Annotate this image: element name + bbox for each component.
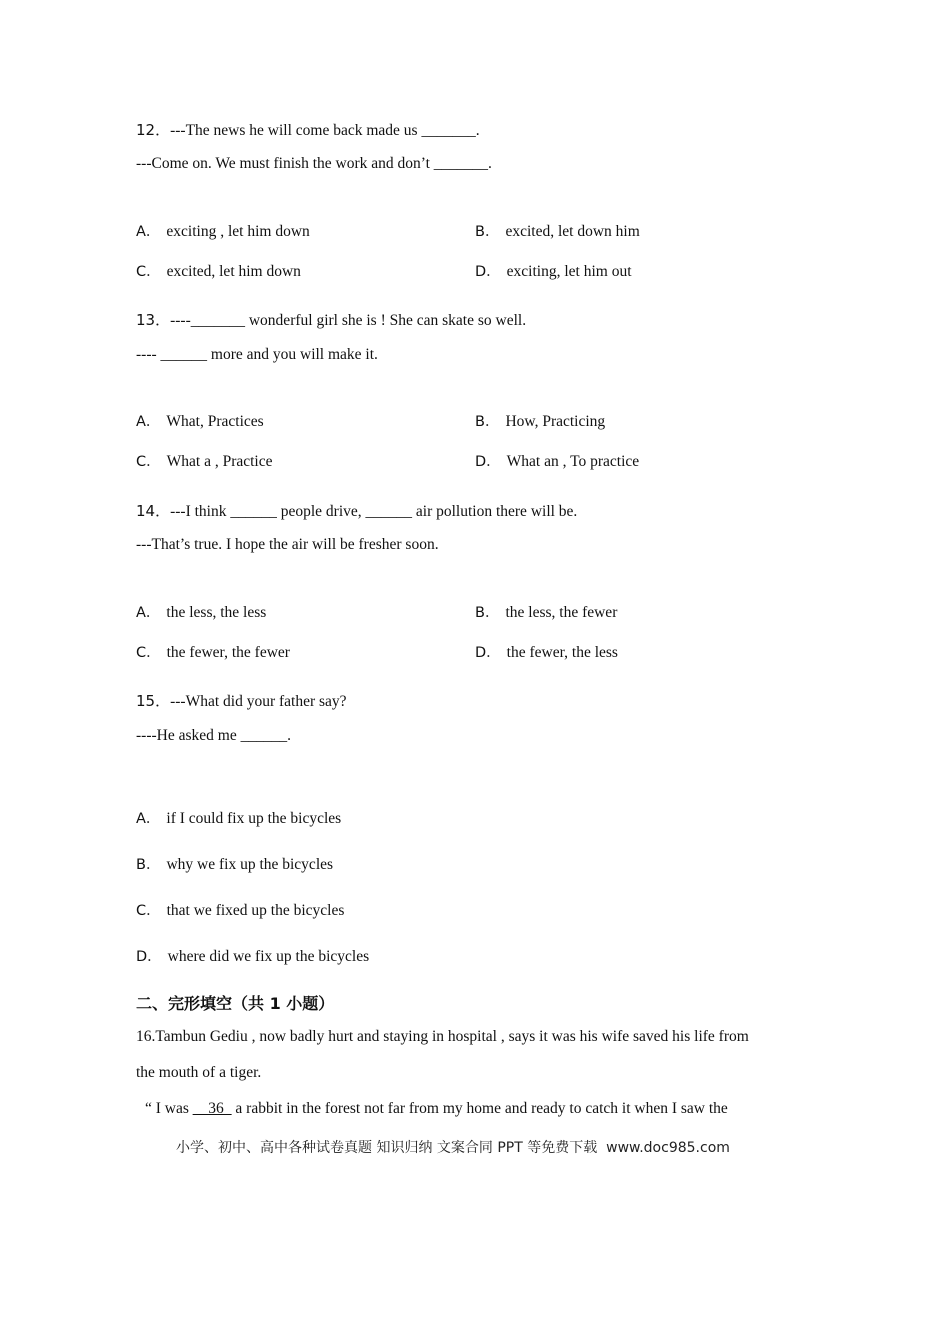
- option-d[interactable]: [136, 947, 369, 967]
- option-b[interactable]: [136, 855, 333, 875]
- question-text: ---The news he will come back made us _______.: [170, 122, 480, 139]
- option-b[interactable]: [475, 412, 605, 432]
- option-text: the fewer, the less: [506, 644, 618, 661]
- option-letter: B．: [136, 857, 161, 873]
- option-text: the less, the less: [166, 604, 267, 621]
- option-d[interactable]: [475, 452, 639, 472]
- question-text: ----_______ wonderful girl she is ! She can skate so well.: [170, 312, 527, 329]
- option-text: why we fix up the bicycles: [166, 856, 334, 873]
- option-d[interactable]: [475, 262, 632, 282]
- question-text: ---What did your father say?: [170, 693, 347, 710]
- option-text: where did we fix up the bicycles: [167, 948, 370, 965]
- option-d[interactable]: [475, 643, 618, 663]
- option-text: exciting , let him down: [166, 223, 310, 240]
- option-text: What a , Practice: [166, 453, 273, 470]
- option-letter: A．: [136, 414, 161, 430]
- question-number: 15．: [136, 692, 171, 710]
- question-15-stem: [136, 691, 347, 712]
- option-text: that we fixed up the bicycles: [166, 902, 345, 919]
- question-number: 12．: [136, 121, 171, 139]
- option-a[interactable]: [136, 412, 264, 432]
- option-a[interactable]: [136, 809, 341, 829]
- question-14-stem: [136, 501, 577, 522]
- passage-line-1: 16.Tambun Gediu , now badly hurt and staying in hospital , says it was his wife saved his life from: [136, 1028, 749, 1045]
- option-letter: C．: [136, 903, 161, 919]
- section-title: 二、完形填空（共 1 小题）: [136, 994, 335, 1013]
- option-letter: D．: [475, 645, 501, 661]
- question-13-stem: [136, 310, 526, 331]
- footer: [176, 1138, 730, 1158]
- option-c[interactable]: [136, 262, 301, 282]
- passage-text: “ I was: [145, 1100, 193, 1117]
- option-letter: C．: [136, 454, 161, 470]
- option-c[interactable]: [136, 901, 344, 921]
- option-letter: D．: [136, 949, 162, 965]
- option-text: the less, the fewer: [505, 604, 618, 621]
- option-letter: C．: [136, 264, 161, 280]
- option-letter: B．: [475, 224, 500, 240]
- option-a[interactable]: [136, 603, 266, 623]
- option-letter: A．: [136, 605, 161, 621]
- question-text: ---I think ______ people drive, ______ air pollution there will be.: [170, 503, 578, 520]
- option-text: What an , To practice: [506, 453, 640, 470]
- option-text: excited, let him down: [166, 263, 301, 280]
- option-a[interactable]: [136, 222, 310, 242]
- passage-text: a rabbit in the forest not far from my home and ready to catch it when I saw the: [231, 1100, 728, 1117]
- question-13-line2: ---- ______ more and you will make it.: [136, 346, 378, 363]
- option-b[interactable]: [475, 603, 617, 623]
- question-number: 14．: [136, 502, 171, 520]
- option-letter: B．: [475, 414, 500, 430]
- option-text: if I could fix up the bicycles: [166, 810, 342, 827]
- option-text: the fewer, the fewer: [166, 644, 290, 661]
- footer-url[interactable]: www.doc985.com: [606, 1140, 730, 1156]
- question-12-line2: ---Come on. We must finish the work and don’t _______.: [136, 155, 492, 172]
- option-letter: D．: [475, 454, 501, 470]
- option-text: How, Practicing: [505, 413, 606, 430]
- option-letter: B．: [475, 605, 500, 621]
- option-c[interactable]: [136, 452, 272, 472]
- option-text: What, Practices: [166, 413, 264, 430]
- question-number: 13．: [136, 311, 171, 329]
- option-b[interactable]: [475, 222, 640, 242]
- passage-line-2: the mouth of a tiger.: [136, 1064, 262, 1081]
- option-letter: A．: [136, 224, 161, 240]
- option-c[interactable]: [136, 643, 290, 663]
- option-letter: C．: [136, 645, 161, 661]
- question-15-line2: ----He asked me ______.: [136, 727, 291, 744]
- question-14-line2: ---That’s true. I hope the air will be fresher soon.: [136, 536, 439, 553]
- option-letter: A．: [136, 811, 161, 827]
- option-text: exciting, let him out: [506, 263, 632, 280]
- option-letter: D．: [475, 264, 501, 280]
- footer-text: 小学、初中、高中各种试卷真题 知识归纳 文案合同 PPT 等免费下载: [176, 1140, 598, 1156]
- question-12-stem: [136, 120, 480, 141]
- blank-36[interactable]: __36_: [192, 1100, 232, 1117]
- passage-line-3: [145, 1099, 728, 1119]
- option-text: excited, let down him: [505, 223, 640, 240]
